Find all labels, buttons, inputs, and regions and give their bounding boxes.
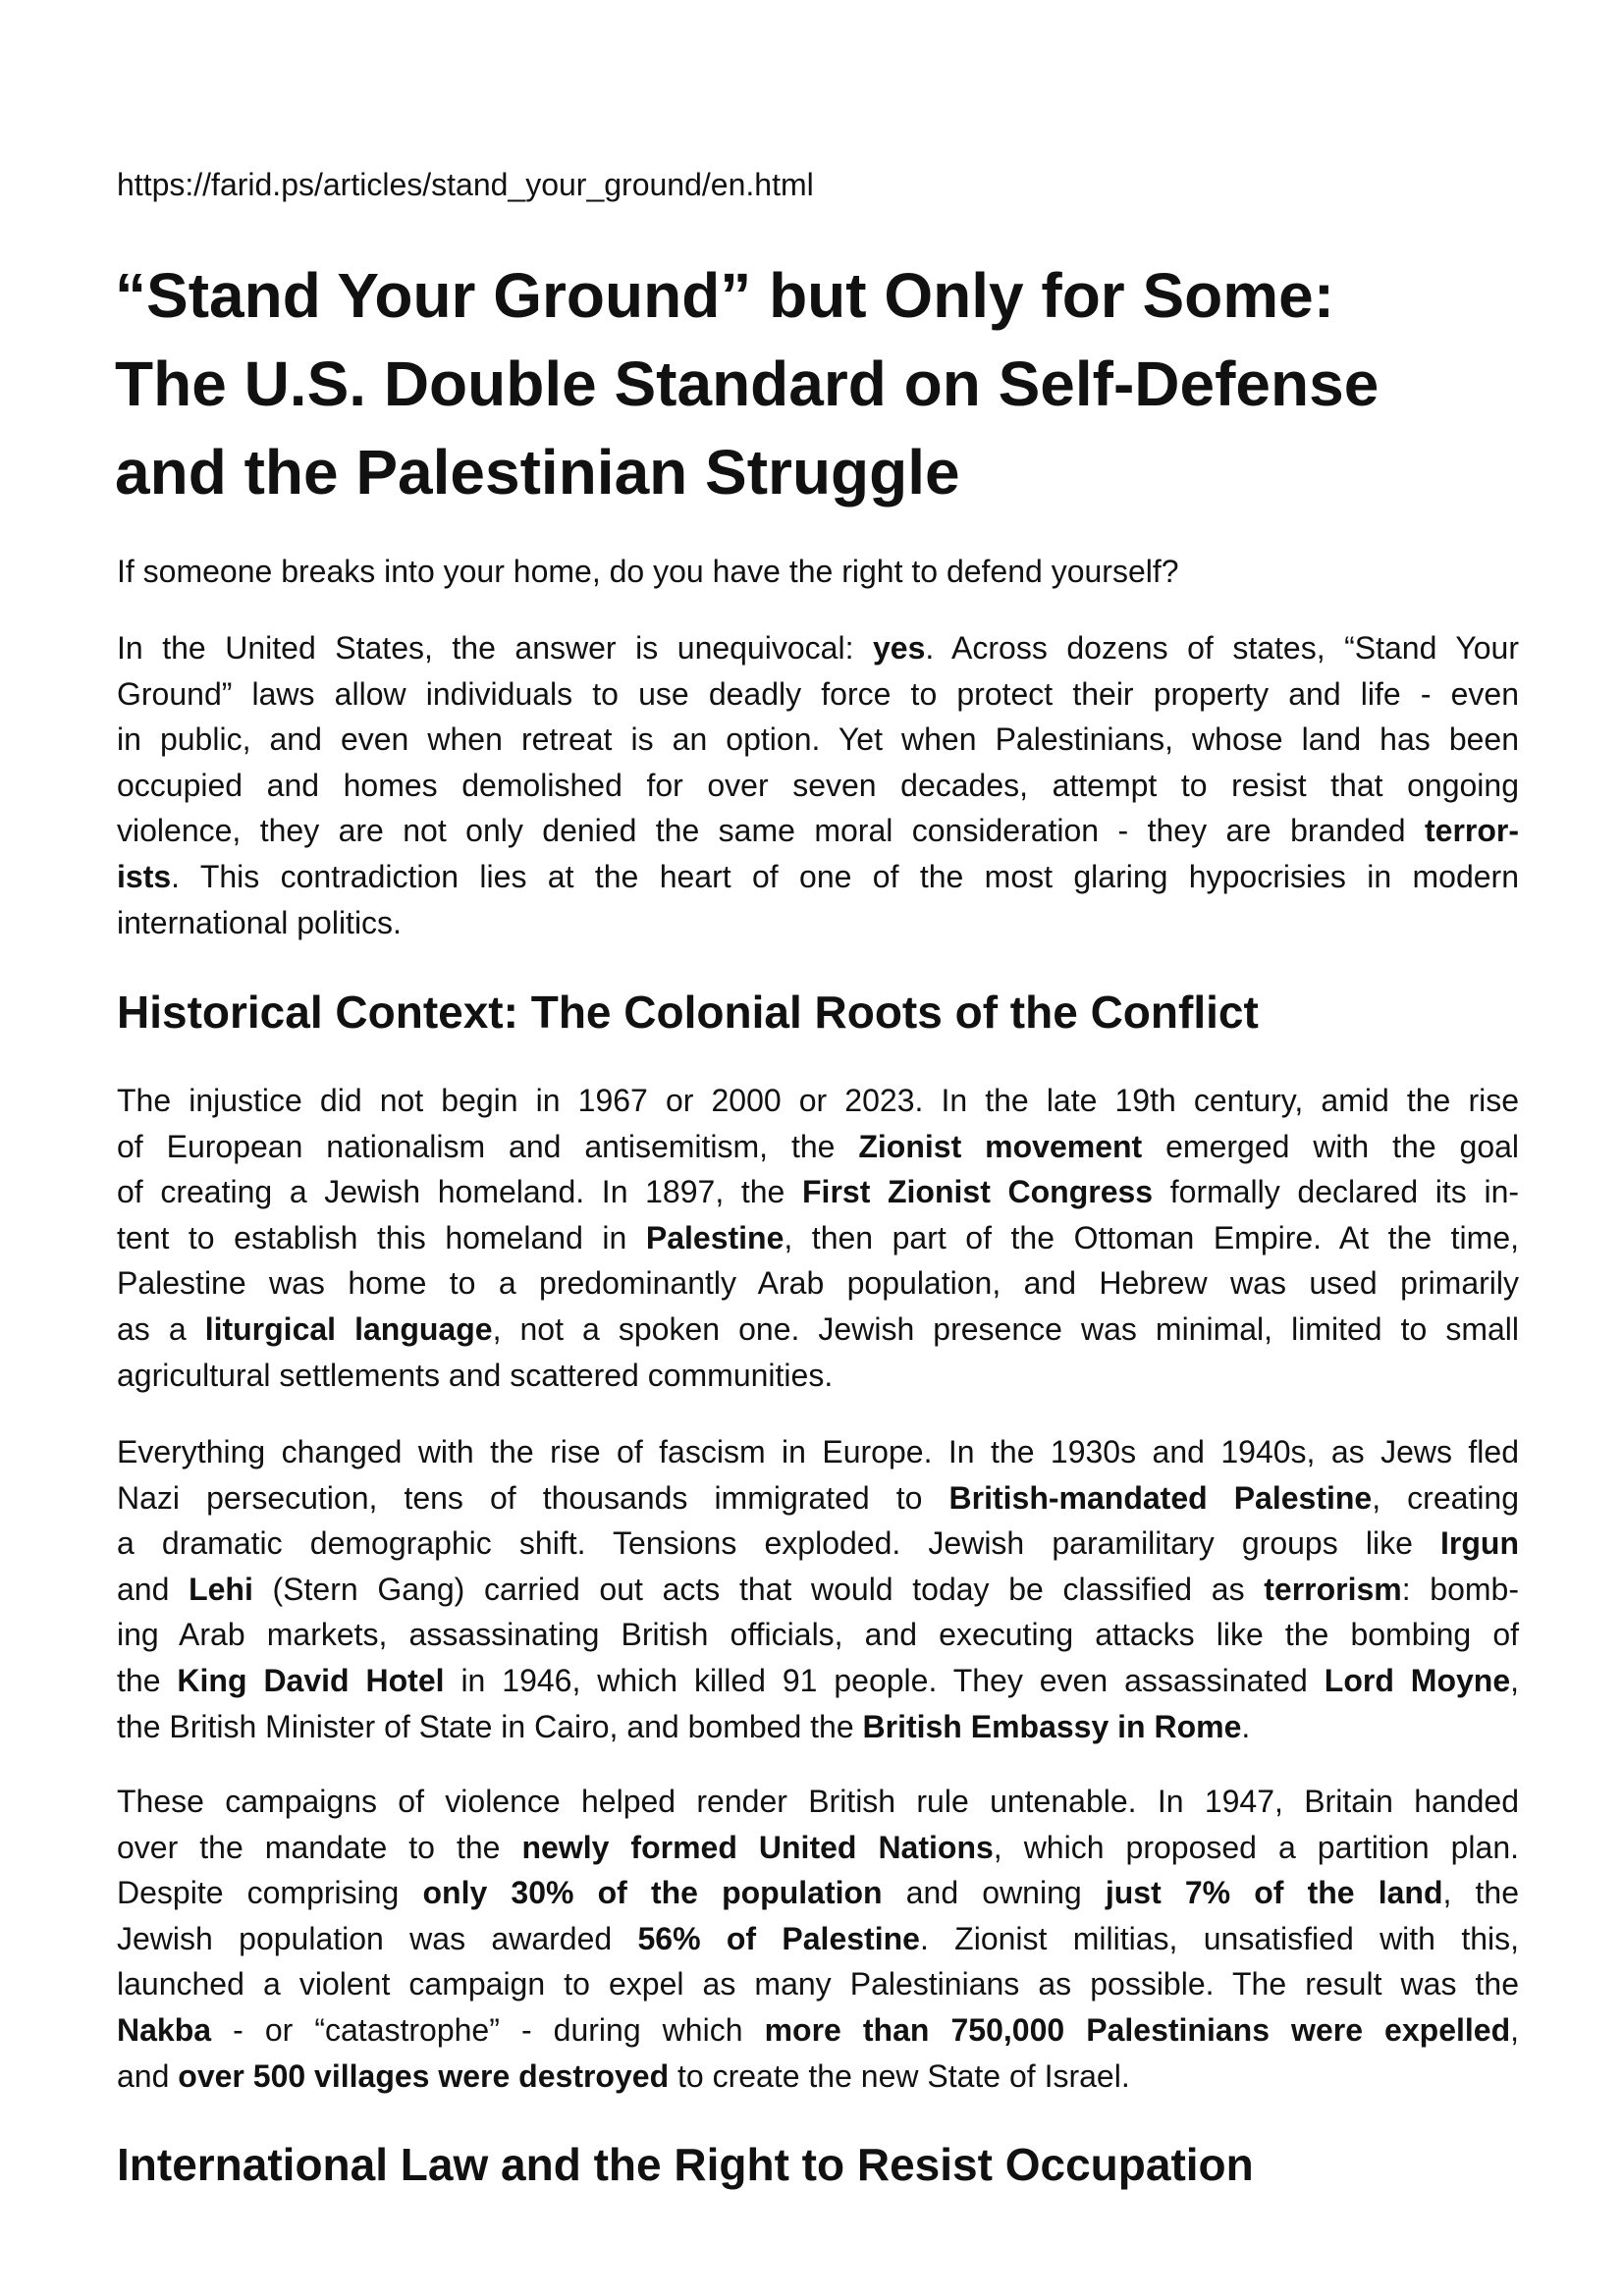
text-line — [117, 1169, 1519, 1215]
text-run: These campaigns of violence helped render British rule untenable. In 1947, Britain handed — [117, 1784, 1519, 1819]
text-run: , — [1510, 2011, 1520, 2048]
text-run: ing Arab markets, assassinating British officials, and executing attacks like the bombing of — [117, 1617, 1519, 1653]
text-run: violence, they are not only denied the same moral consideration - they are branded — [117, 813, 1425, 849]
bold-text: Lord Moyne — [1324, 1662, 1511, 1698]
text-line — [117, 900, 1519, 946]
source-url[interactable]: https://farid.ps/articles/stand_your_ground/en.html — [117, 167, 814, 202]
bold-text: British-mandated Palestine — [948, 1479, 1373, 1516]
text-line — [117, 1429, 1519, 1475]
text-run: over the mandate to the — [117, 1829, 522, 1865]
text-line — [117, 1307, 1519, 1353]
bold-text: Lehi — [189, 1571, 253, 1607]
text-line — [117, 763, 1519, 809]
body-paragraph — [117, 1429, 1519, 1749]
text-line — [117, 1567, 1519, 1613]
text-line — [117, 1658, 1519, 1704]
text-run: and — [117, 1571, 189, 1607]
bold-text: British Embassy in Rome — [862, 1708, 1242, 1744]
bold-text: over 500 villages were destroyed — [178, 2057, 670, 2094]
bold-text: newly formed United Nations — [521, 1829, 994, 1865]
text-run: and owning — [882, 1875, 1106, 1911]
text-run: , not a spoken one. Jewish presence was minimal, limited to small — [492, 1310, 1520, 1347]
intro-question-paragraph — [117, 549, 1519, 595]
text-line — [117, 717, 1519, 763]
bold-text: Irgun — [1440, 1525, 1519, 1562]
text-run: a dramatic demographic shift. Tensions exploded. Jewish paramilitary groups like — [117, 1525, 1441, 1562]
intro-paragraph — [117, 625, 1519, 945]
text-line — [117, 1961, 1519, 2007]
text-line — [117, 671, 1519, 718]
title-line: “Stand Your Ground” but Only for Some: — [115, 260, 1335, 331]
text-line — [117, 1916, 1519, 1962]
text-line — [117, 1825, 1519, 1871]
text-run: , then part of the Ottoman Empire. At the time, — [784, 1219, 1520, 1255]
text-line — [117, 625, 1519, 671]
text-run: as a — [117, 1310, 205, 1347]
text-line — [117, 549, 1519, 595]
bold-text: liturgical language — [204, 1310, 493, 1347]
text-line — [117, 808, 1519, 854]
text-line — [117, 2007, 1519, 2054]
text-run: . — [1241, 1708, 1251, 1744]
text-run: occupied and homes demolished for over seven decades, attempt to resist that ongoing — [117, 767, 1519, 803]
text-run: If someone breaks into your home, do you have the right to defend yourself? — [117, 554, 1179, 589]
text-line — [117, 1612, 1519, 1658]
text-run: in 1946, which killed 91 people. They even assassinated — [444, 1662, 1325, 1698]
text-run: Everything changed with the rise of fascism in Europe. In the 1930s and 1940s, as Jews fled — [117, 1434, 1519, 1469]
text-run: Ground” laws allow individuals to use deadly force to protect their property and life - even — [117, 675, 1519, 712]
text-line — [117, 1704, 1519, 1750]
text-run: of creating a Jewish homeland. In 1897, the — [117, 1174, 802, 1210]
text-run: Palestine was home to a predominantly Arab population, and Hebrew was used primarily — [117, 1265, 1519, 1302]
bold-text: Zionist movement — [858, 1128, 1143, 1164]
title-line: The U.S. Double Standard on Self-Defense — [115, 348, 1380, 419]
text-run: In the United States, the answer is unequivocal: — [117, 630, 873, 666]
bold-text: 56% of Palestine — [637, 1920, 920, 1956]
bold-text: Palestine — [645, 1219, 784, 1255]
text-line — [117, 1870, 1519, 1916]
section-heading-international-law: International Law and the Right to Resist Occupation — [117, 2139, 1254, 2190]
text-run: : bomb- — [1401, 1571, 1519, 1607]
text-line — [117, 1260, 1519, 1307]
text-run: . Across dozens of states, “Stand Your — [925, 630, 1520, 666]
text-run: . This contradiction lies at the heart of one of the most glaring hypocrisies in modern — [171, 858, 1519, 894]
bold-text: terror- — [1424, 813, 1519, 849]
title-line: and the Palestinian Struggle — [115, 437, 960, 507]
text-run: , which proposed a partition plan. — [993, 1829, 1520, 1865]
text-run: launched a violent campaign to expel as many Palestinians as possible. The result was the — [117, 1966, 1519, 2002]
bold-text: yes — [873, 630, 926, 666]
text-run: formally declared its in- — [1153, 1174, 1520, 1210]
text-run: . Zionist militias, unsatisfied with this, — [919, 1920, 1520, 1956]
text-run: agricultural settlements and scattered communities. — [117, 1357, 834, 1393]
text-line — [117, 1353, 1519, 1399]
text-run: , the — [1442, 1875, 1520, 1911]
text-run: and — [117, 2057, 179, 2094]
text-run: , creating — [1372, 1479, 1520, 1516]
text-run: the British Minister of State in Cairo, and bombed the — [117, 1708, 863, 1744]
text-line — [117, 1124, 1519, 1170]
text-run: (Stern Gang) carried out acts that would today be classified as — [252, 1571, 1265, 1607]
body-paragraph — [117, 1779, 1519, 2099]
text-run: of European nationalism and antisemitism, the — [117, 1128, 859, 1164]
text-run: tent to establish this homeland in — [117, 1219, 646, 1255]
text-line — [117, 2054, 1519, 2100]
text-line — [117, 1475, 1519, 1522]
bold-text: ists — [117, 858, 172, 894]
text-line — [117, 854, 1519, 900]
bold-text: just 7% of the land — [1105, 1875, 1443, 1911]
text-line — [117, 1215, 1519, 1261]
bold-text: Nakba — [117, 2011, 212, 2048]
text-run: - or “catastrophe” - during which — [211, 2011, 765, 2048]
text-run: the — [117, 1662, 178, 1698]
text-run: to create the new State of Israel. — [669, 2057, 1130, 2094]
text-run: in public, and even when retreat is an option. Yet when Palestinians, whose land has been — [117, 721, 1519, 758]
bold-text: more than 750,000 Palestinians were expelled — [764, 2011, 1511, 2048]
bold-text: only 30% of the population — [422, 1875, 883, 1911]
text-run: Despite comprising — [117, 1875, 423, 1911]
article-title — [115, 251, 1379, 516]
text-run: Nazi persecution, tens of thousands immigrated to — [117, 1479, 949, 1516]
text-run: The injustice did not begin in 1967 or 2000 or 2023. In the late 19th century, amid the rise — [117, 1083, 1519, 1118]
section-heading-historical-context: Historical Context: The Colonial Roots of the Conflict — [117, 987, 1259, 1038]
text-run: international politics. — [117, 904, 402, 940]
body-paragraph — [117, 1078, 1519, 1398]
text-line — [117, 1078, 1519, 1124]
text-run: Jewish population was awarded — [117, 1920, 638, 1956]
text-line — [117, 1779, 1519, 1825]
text-run: emerged with the goal — [1142, 1128, 1520, 1164]
text-run: , — [1510, 1662, 1520, 1698]
bold-text: First Zionist Congress — [802, 1174, 1154, 1210]
bold-text: King David Hotel — [177, 1662, 445, 1698]
text-line — [117, 1521, 1519, 1567]
bold-text: terrorism — [1264, 1571, 1402, 1607]
